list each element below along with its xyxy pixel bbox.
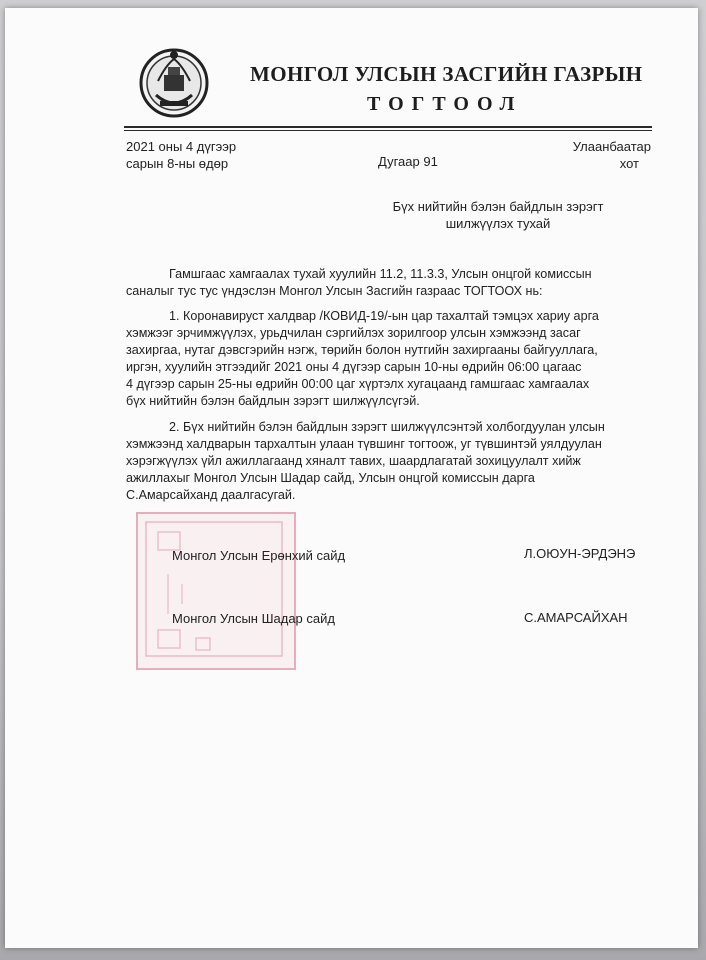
signatory-role-1: Монгол Улсын Ерөнхий сайд	[172, 548, 346, 563]
state-emblem-icon	[138, 45, 210, 121]
clause-line: хэмжээг эрчимжүүлэх, урьдчилан сэргийлэх зорилгоор улсын хэмжээнд засаг	[126, 326, 581, 340]
header-rule-thin	[124, 130, 652, 131]
clause-line: хэмжээнд халдварын тархалтын улаан түвшинг тогтоож, уг түвшинтэй уялдуулан	[126, 437, 602, 451]
clause-line: захиргаа, нутаг дэвсгэрийн нэгж, төрийн болон нутгийн захиргааны байгууллага,	[126, 343, 598, 357]
clause-line: ажиллахыг Монгол Улсын Шадар сайд, Улсын онцгой комиссын дарга	[126, 471, 535, 485]
clause-line: иргэн, хуулийн этгээдийг 2021 оны 4 дүгээр сарын 10-ны өдрийн 06:00 цагаас	[126, 360, 582, 374]
clause-line: 1. Коронавируст халдвар /КОВИД-19/-ын цар тахалтай тэмцэх хариу арга	[169, 309, 599, 323]
signatory-name-1: Л.ОЮУН-ЭРДЭНЭ	[524, 546, 636, 561]
date-line-1: 2021 оны 4 дүгээр	[126, 139, 237, 154]
intro-line: саналыг тус тус үндэслэн Монгол Улсын Засгийн газраас ТОГТООХ нь:	[126, 284, 543, 298]
clause-line: 4 дүгээр сарын 25-ны өдрийн 00:00 цаг хүртэлх хугацаанд гамшгаас хамгаалах	[126, 377, 590, 391]
title-line-1: Бүх нийтийн бэлэн байдлын зэрэгт	[392, 199, 604, 214]
signatory-name-2: С.АМАРСАЙХАН	[524, 610, 628, 625]
resolution-title	[378, 198, 618, 232]
document-type-heading: ТОГТООЛ	[367, 93, 523, 115]
document-place	[566, 138, 651, 172]
signatory-role-2: Монгол Улсын Шадар сайд	[172, 611, 335, 626]
clause-line: 2. Бүх нийтийн бэлэн байдлын зэрэгт шилжүүлсэнтэй холбогдуулан улсын	[169, 420, 605, 434]
clause-1	[126, 308, 652, 410]
document-number: Дугаар 91	[378, 154, 438, 169]
date-line-2: сарын 8-ны өдөр	[126, 156, 229, 171]
clause-line: С.Амарсайханд даалгасугай.	[126, 488, 296, 502]
official-stamp	[136, 512, 296, 670]
header-rule	[124, 126, 652, 128]
intro-paragraph	[126, 266, 652, 300]
clause-line: хэрэгжүүлэх үйл ажиллагаанд хяналт тавих, шаардлагатай зохицуулалт хийж	[126, 454, 581, 468]
place-line-1: Улаанбаатар	[572, 139, 651, 154]
clause-line: бүх нийтийн бэлэн байдлын зэрэгт шилжүүлсүгэй.	[126, 394, 420, 408]
clause-2	[126, 419, 652, 504]
document-date	[126, 138, 236, 172]
place-line-2: хот	[619, 156, 639, 171]
intro-line: Гамшгаас хамгаалах тухай хуулийн 11.2, 11.3.3, Улсын онцгой комиссын	[169, 267, 592, 281]
government-heading: МОНГОЛ УЛСЫН ЗАСГИЙН ГАЗРЫН	[250, 62, 643, 86]
stamp-mark-icon	[138, 514, 294, 668]
title-line-2: шилжүүлэх тухай	[445, 216, 551, 231]
